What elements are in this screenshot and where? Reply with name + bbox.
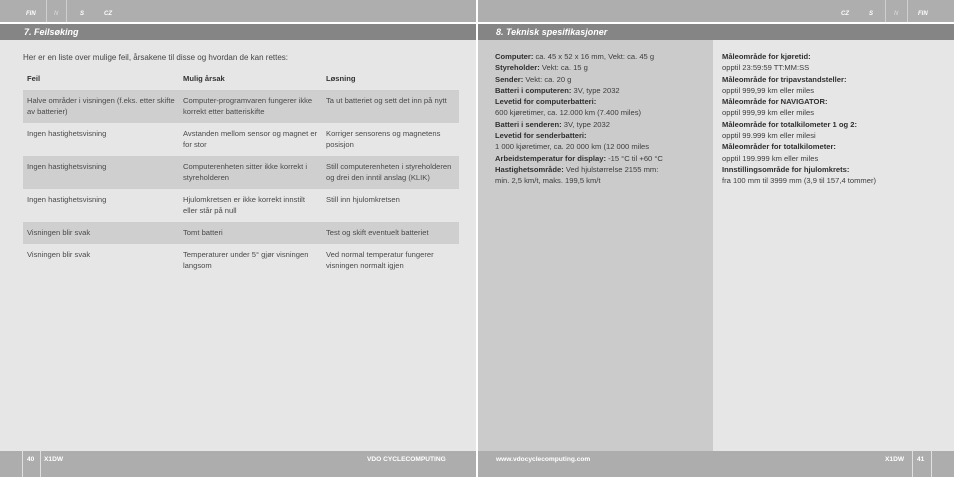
tab-divider: [885, 0, 886, 22]
cell-fault: Ingen hastighetsvisning: [23, 156, 179, 189]
brand-name: VDO CYCLECOMPUTING: [367, 456, 446, 463]
spec-line: Måleområde for totalkilometer 1 og 2:: [722, 119, 858, 129]
cell-fault: Ingen hastighetsvisning: [27, 195, 107, 204]
tab-divider: [907, 0, 908, 22]
spec-line: Innstillingsområde for hjulomkrets:: [722, 164, 850, 174]
page-number-left: 40: [27, 456, 35, 463]
spec-line: Sender: Vekt: ca. 20 g: [495, 74, 572, 84]
cell-fault: Ingen hastighetsvisning: [27, 129, 107, 138]
spec-line: Styreholder: Vekt: ca. 15 g: [495, 63, 588, 73]
cell-solution: Korriger sensorens og magnetens posisjon: [326, 129, 441, 149]
table-row: [23, 222, 459, 244]
spec-line: Batteri i senderen: 3V, type 2032: [495, 119, 610, 129]
spec-line: Arbeidstemperatur for display: -15 °C til +60 °C: [495, 153, 663, 163]
spec-line: Måleområde for NAVIGATOR:: [722, 97, 828, 107]
language-tabbar-right: [478, 0, 954, 22]
spec-line: Måleområde for tripavstandsteller:: [722, 74, 847, 84]
spec-line: opptil 23:59:59 TT:MM:SS: [722, 63, 810, 73]
spec-line: Batteri i computeren: 3V, type 2032: [495, 85, 620, 95]
spec-line: opptil 999,99 km eller miles: [722, 85, 815, 95]
tab-fin-right: FIN: [918, 11, 928, 17]
cell-fault: Visningen blir svak: [23, 222, 179, 244]
cell-solution: Test og skift eventuelt batteriet: [322, 222, 459, 244]
column-header-solution: Løsning: [326, 73, 356, 83]
tab-n-right: N: [894, 11, 899, 17]
page-number-right: 41: [917, 456, 925, 463]
table-row: [23, 156, 459, 189]
cell-solution: Ved normal temperatur fungerer visningen normalt igjen: [326, 250, 434, 270]
table-header-row: [23, 68, 459, 90]
cell-cause: Computer-programvaren fungerer ikke korrekt etter batteriskifte: [179, 90, 322, 123]
spec-line: fra 100 mm til 3999 mm (3,9 til 157,4 tommer): [722, 176, 877, 186]
column-header-fault: Feil: [27, 73, 41, 83]
spec-line: Hastighetsområde: Ved hjulstørrelse 2155 mm:: [495, 164, 659, 174]
spec-line: 1 000 kjøretimer, ca. 20 000 km (12 000 miles: [495, 142, 650, 152]
spec-line: opptil 999,99 km eller miles: [722, 108, 815, 118]
cell-cause: Tomt batteri: [179, 222, 322, 244]
table-row: [23, 244, 459, 277]
cell-cause: Computerenheten sitter ikke korrekt i styreholderen: [179, 156, 322, 189]
tab-s-right: S: [869, 11, 874, 17]
website-url: www.vdocyclecomputing.com: [496, 456, 591, 463]
model-name-left: X1DW: [44, 456, 64, 463]
spec-column-2: [722, 51, 876, 187]
cell-cause: Avstanden mellom sensor og magnet er for stor: [183, 129, 318, 149]
footer-divider: [40, 451, 41, 477]
footer-left: [0, 451, 476, 477]
cell-fault: Visningen blir svak: [27, 250, 91, 259]
tab-fin-left: FIN: [26, 11, 36, 17]
spec-line: min. 2,5 km/t, maks. 199,5 km/t: [495, 176, 601, 186]
tab-divider: [66, 0, 67, 22]
cell-solution: Still computerenheten i styreholderen og drei den inntil anslag (KLIK): [322, 156, 459, 189]
table-row: [23, 123, 459, 156]
cell-solution: Still inn hjulomkretsen: [326, 195, 400, 204]
spec-line: Måleområde for kjøretid:: [722, 52, 811, 61]
tab-s-left: S: [80, 11, 85, 17]
column-header-cause: Mulig årsak: [183, 73, 225, 83]
spec-line: Computer: ca. 45 x 52 x 16 mm, Vekt: ca. 45 g: [495, 52, 655, 61]
tab-divider: [46, 0, 47, 22]
footer-divider: [22, 451, 23, 477]
cell-fault: Halve områder i visningen (f.eks. etter skifte av batterier): [23, 90, 179, 123]
spec-line: Levetid for computerbatteri:: [495, 97, 597, 107]
section-heading-troubleshooting: 7. Feilsøking: [0, 24, 476, 40]
table-row: [23, 90, 459, 123]
footer-divider: [931, 451, 932, 477]
section-heading-specifications: 8. Teknisk spesifikasjoner: [478, 24, 954, 40]
spec-line: Måleområder for totalkilometer:: [722, 142, 836, 152]
tab-n-left: N: [54, 11, 59, 17]
spec-line: 600 kjøretimer, ca. 12.000 km (7.400 miles): [495, 108, 642, 118]
tab-cz-right: CZ: [841, 11, 849, 17]
table-row: [23, 189, 459, 222]
language-tabbar-left: [0, 0, 476, 22]
spec-column-1: [495, 51, 663, 187]
intro-text: Her er en liste over mulige feil, årsakene til disse og hvordan de kan rettes:: [23, 53, 289, 62]
footer-divider: [912, 451, 913, 477]
cell-solution: Ta ut batteriet og sett det inn på nytt: [322, 90, 459, 123]
spec-line: opptil 199.999 km eller miles: [722, 153, 819, 163]
footer-right: [478, 451, 954, 477]
model-name-right: X1DW: [885, 456, 905, 463]
cell-cause: Hjulomkretsen er ikke korrekt innstilt eller står på null: [183, 195, 305, 215]
spec-line: opptil 99.999 km eller milesi: [722, 131, 816, 141]
cell-cause: Temperaturer under 5° gjør visningen langsom: [183, 250, 309, 270]
tab-cz-left: CZ: [104, 11, 112, 17]
spec-line: Levetid for senderbatteri:: [495, 131, 587, 141]
troubleshooting-table: [23, 68, 459, 277]
